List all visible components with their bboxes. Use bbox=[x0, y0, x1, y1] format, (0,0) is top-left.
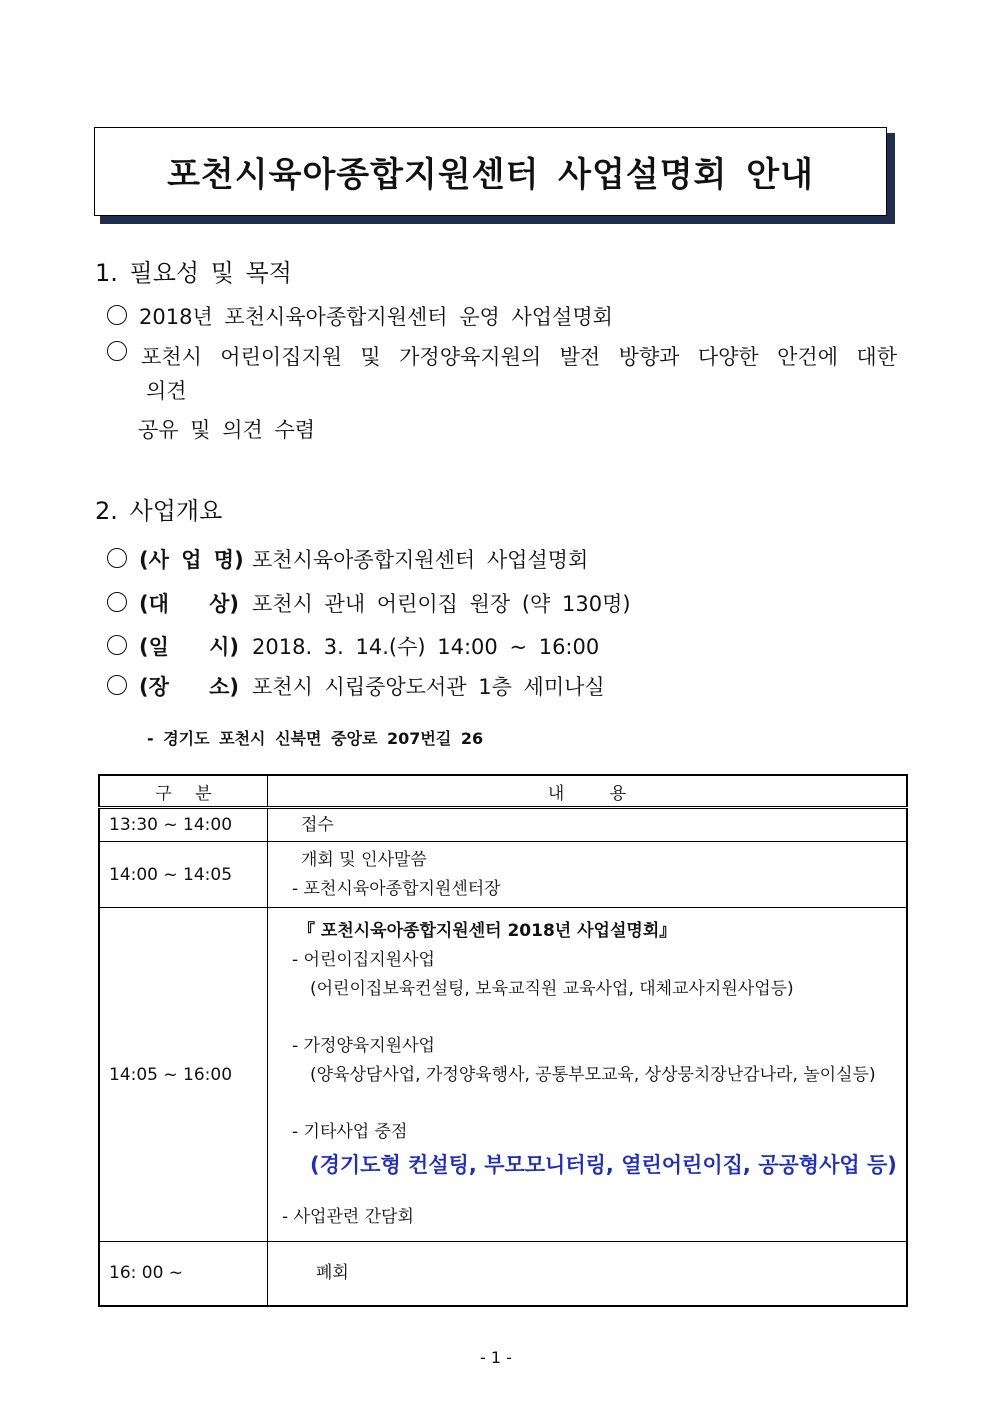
table-row bbox=[99, 842, 907, 908]
section1-item2-bullet bbox=[107, 341, 139, 365]
title-box bbox=[94, 127, 887, 216]
time-cell: 14:00 ~ 14:05 bbox=[99, 842, 268, 908]
section1-item1: 2018년 포천시육아종합지원센터 운영 사업설명회 bbox=[107, 301, 613, 331]
time-cell: 14:05 ~ 16:00 bbox=[99, 908, 268, 1242]
table-row bbox=[99, 1242, 907, 1306]
bullet-circle-icon bbox=[107, 635, 127, 655]
content-cell: 개회 및 인사말씀 - 포천시육아종합지원센터장 bbox=[268, 842, 908, 908]
table-row bbox=[99, 808, 907, 842]
page-title: 포천시육아종합지원센터 사업설명회 안내 bbox=[167, 155, 814, 195]
bullet-circle-icon bbox=[107, 341, 127, 361]
section1-item2-line3: 공유 및 의견 수렴 bbox=[138, 418, 316, 442]
table-header-row bbox=[99, 775, 907, 808]
overview-row-datetime: (일 시) 2018. 3. 14.(수) 14:00 ~ 16:00 bbox=[107, 631, 599, 661]
schedule-table bbox=[98, 774, 908, 1307]
table-row bbox=[99, 908, 907, 1242]
section1-item2-wrap: 의견 bbox=[146, 379, 187, 403]
content-cell: 폐회 bbox=[268, 1242, 908, 1306]
section1-item2-line1: 포천시 어린이집지원 및 가정양육지원의 발전 방향과 다양한 안건에 대한 bbox=[141, 345, 897, 369]
program-title: 『 포천시육아종합지원센터 2018년 사업설명회』 bbox=[298, 921, 677, 941]
time-cell: 16: 00 ~ bbox=[99, 1242, 268, 1306]
overview-row-name: (사 업 명) 포천시육아종합지원센터 사업설명회 bbox=[107, 544, 588, 574]
section1-heading: 1. 필요성 및 목적 bbox=[95, 259, 292, 287]
bullet-circle-icon bbox=[107, 305, 127, 325]
header-category: 구 분 bbox=[99, 775, 268, 808]
highlight-text: (경기도형 컨설팅, 부모모니터링, 열린어린이집, 공공형사업 등) bbox=[310, 1153, 897, 1177]
overview-row-target: (대 상) 포천시 관내 어린이집 원장 (약 130명) bbox=[107, 588, 631, 618]
bullet-circle-icon bbox=[107, 592, 127, 612]
bullet-circle-icon bbox=[107, 675, 127, 695]
overview-row-place: (장 소) 포천시 시립중앙도서관 1층 세미나실 bbox=[107, 671, 605, 701]
section2-heading: 2. 사업개요 bbox=[95, 497, 223, 525]
page-number: - 1 - bbox=[480, 1348, 512, 1367]
content-cell: 『 포천시육아종합지원센터 2018년 사업설명회』 - 어린이집지원사업 (어린이집보육컨설팅, 보육교직원 교육사업, 대체교사지원사업등) - 가정양육지원사업 (양육상담사업, 가정양육행사, 공통부모교육, 상상뭉치장난감나라, 놀이실등) - 기타사업 중점 (경기도형 컨설팅, 부모모니터링, 열린어린이집, 공공형사업 등) - 사업관련 간담회 bbox=[268, 908, 908, 1242]
header-content: 내 용 bbox=[268, 775, 908, 808]
content-cell: 접수 bbox=[268, 808, 908, 842]
address-line: - 경기도 포천시 신북면 중앙로 207번길 26 bbox=[147, 729, 484, 748]
time-cell: 13:30 ~ 14:00 bbox=[99, 808, 268, 842]
bullet-circle-icon bbox=[107, 548, 127, 568]
